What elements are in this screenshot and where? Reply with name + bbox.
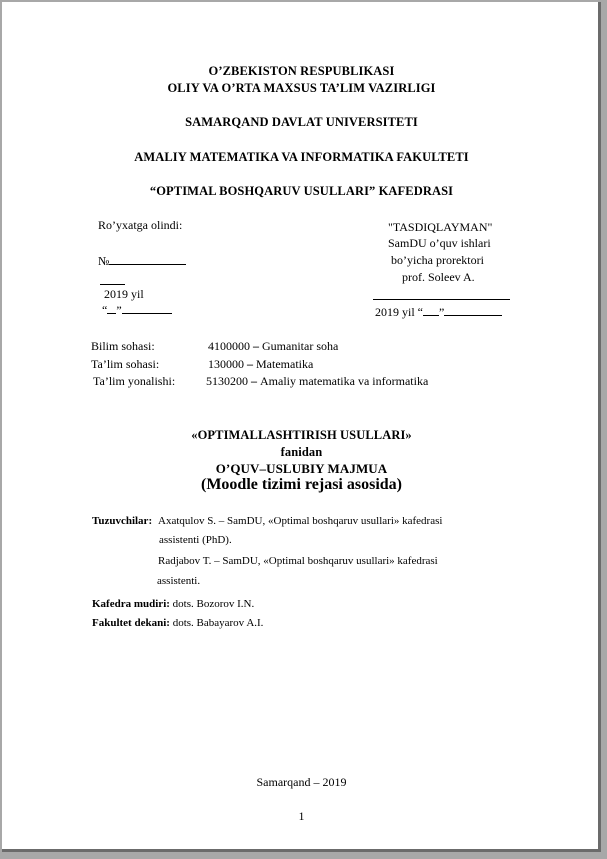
approval-line2: bo’yicha prorektori <box>391 253 484 267</box>
author2-line1: Radjabov T. – SamDU, «Optimal boshqaruv usullari» kafedrasi <box>158 555 438 567</box>
document-page <box>2 2 601 852</box>
page-number: 1 <box>298 809 305 823</box>
field-value-yonalish: 5130200 – Amaliy matematika va informatika <box>206 374 429 388</box>
footer-city-year: Samarqand – 2019 <box>256 775 347 789</box>
faculty-dean: Fakultet dekani: dots. Babayarov A.I. <box>92 617 264 629</box>
course-name: «OPTIMALLASHTIRISH USULLARI» <box>191 428 412 442</box>
approval-signature-line <box>373 299 510 300</box>
registration-title: Ro’yxatga olindi: <box>98 218 183 232</box>
registration-date: “ ” <box>102 303 172 318</box>
header-republic: O’ZBEKISTON RESPUBLIKASI <box>208 64 395 78</box>
header-university: SAMARQAND DAVLAT UNIVERSITETI <box>185 115 418 129</box>
header-faculty: AMALIY MATEMATIKA VA INFORMATIKA FAKULTETI <box>134 150 469 164</box>
registration-number <box>98 254 186 269</box>
course-type: O’QUV–USLUBIY MAJMUA <box>215 461 388 476</box>
field-label-talim: Ta’lim sohasi: <box>91 357 160 371</box>
field-value-bilim: 4100000 – Gumanitar soha <box>208 339 339 353</box>
course-fanidan: fanidan <box>280 445 323 459</box>
registration-blank-line <box>100 284 125 285</box>
author1-line2: assistenti (PhD). <box>159 534 232 546</box>
header-ministry: OLIY VA O’RTA MAXSUS TA’LIM VAZIRLIGI <box>167 81 436 95</box>
field-label-yonalish: Ta’lim yonalishi: <box>93 374 176 388</box>
approval-date: 2019 yil “ ” <box>375 305 502 320</box>
approval-signatory: prof. Soleev A. <box>402 270 475 284</box>
approval-title: "TASDIQLAYMAN" <box>388 220 493 234</box>
author2-line2: assistenti. <box>157 575 201 587</box>
author1-line1: Axatqulov S. – SamDU, «Optimal boshqaruv usullari» kafedrasi <box>158 515 443 527</box>
department-head: Kafedra mudiri: dots. Bozorov I.N. <box>92 598 255 610</box>
number-sign: № <box>98 254 110 268</box>
number-blank <box>109 254 186 265</box>
registration-year: 2019 yil <box>104 287 144 301</box>
field-label-bilim: Bilim sohasi: <box>91 339 155 353</box>
approval-line1: SamDU o’quv ishlari <box>388 236 491 250</box>
course-basis: (Moodle tizimi rejasi asosida) <box>200 476 402 493</box>
authors-label: Tuzuvchilar: <box>92 515 153 527</box>
field-value-talim: 130000 – Matematika <box>208 357 314 371</box>
header-department: “OPTIMAL BOSHQARUV USULLARI” KAFEDRASI <box>149 184 454 198</box>
